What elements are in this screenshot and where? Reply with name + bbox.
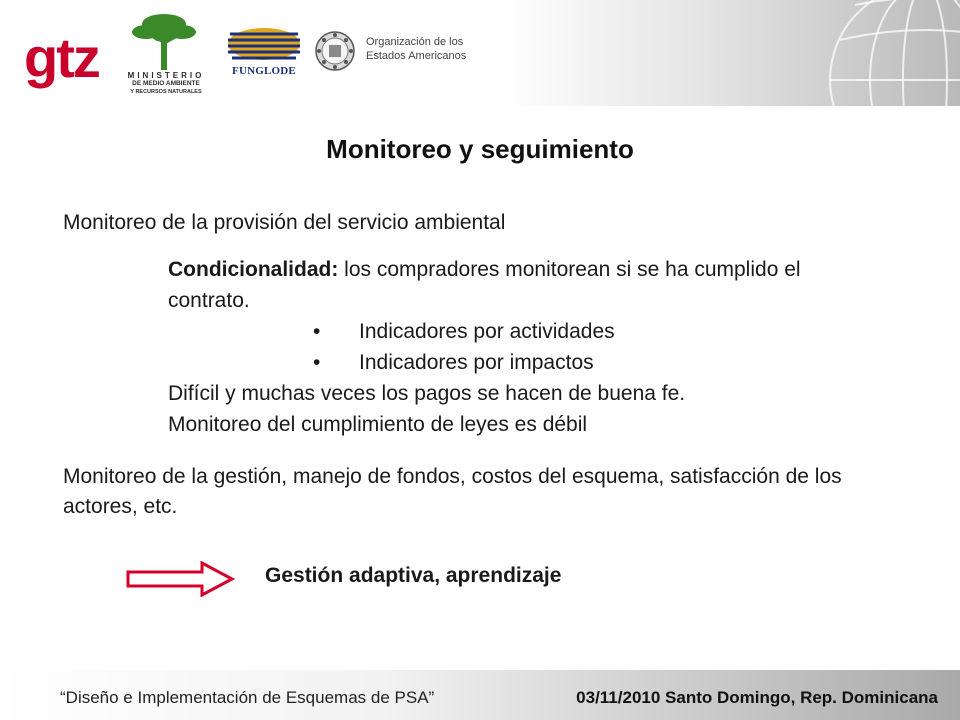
footer-title: “Diseño e Implementación de Esquemas de PSA” (60, 688, 435, 707)
bullet-text: Indicadores por actividades (359, 320, 615, 343)
condicionalidad-text: los compradores monitorean si se ha cumplido el contrato. (168, 258, 801, 312)
arrow-right-icon (126, 561, 236, 597)
footer-date-location: 03/11/2010 Santo Domingo, Rep. Dominicana (576, 688, 938, 707)
bullet-icon: • (313, 320, 321, 343)
bullet-text: Indicadores por impactos (359, 351, 594, 374)
list-item (168, 316, 868, 347)
footer-band (0, 670, 960, 720)
condicionalidad-label: Condicionalidad: (168, 258, 339, 281)
funglode-logo-text: FUNGLODE (232, 65, 296, 77)
tree-icon (114, 10, 214, 72)
ministerio-logo (114, 10, 214, 106)
bullet-icon: • (313, 351, 321, 374)
condicionalidad-block (168, 254, 868, 440)
cumplimiento-line: Monitoreo del cumplimiento de leyes es débil (168, 413, 588, 436)
oea-logo (314, 30, 484, 70)
list-item (168, 347, 868, 378)
globe-icon (800, 0, 960, 106)
section-provision: Monitoreo de la provisión del servicio ambiental (63, 211, 506, 234)
funglode-logo (224, 26, 304, 86)
section-gestion: Monitoreo de la gestión, manejo de fondos, costos del esquema, satisfacción de los actores, etc. (63, 465, 842, 518)
funglode-emblem-icon (224, 26, 304, 66)
conclusion-text: Gestión adaptiva, aprendizaje (265, 564, 562, 587)
condicionalidad-paragraph (168, 254, 868, 316)
header-band (0, 0, 960, 106)
ministerio-logo-text: MINISTERIO DE MEDIO AMBIENTE Y RECURSOS NATURALES (127, 71, 205, 95)
oea-logo-text: Organización de los Estados Americanos (366, 36, 467, 62)
oea-seal-icon (314, 30, 356, 72)
gtz-logo: gtz (24, 26, 99, 89)
slide-title: Monitoreo y seguimiento (326, 134, 634, 164)
dificil-line: Difícil y muchas veces los pagos se hacen de buena fe. (168, 382, 686, 405)
